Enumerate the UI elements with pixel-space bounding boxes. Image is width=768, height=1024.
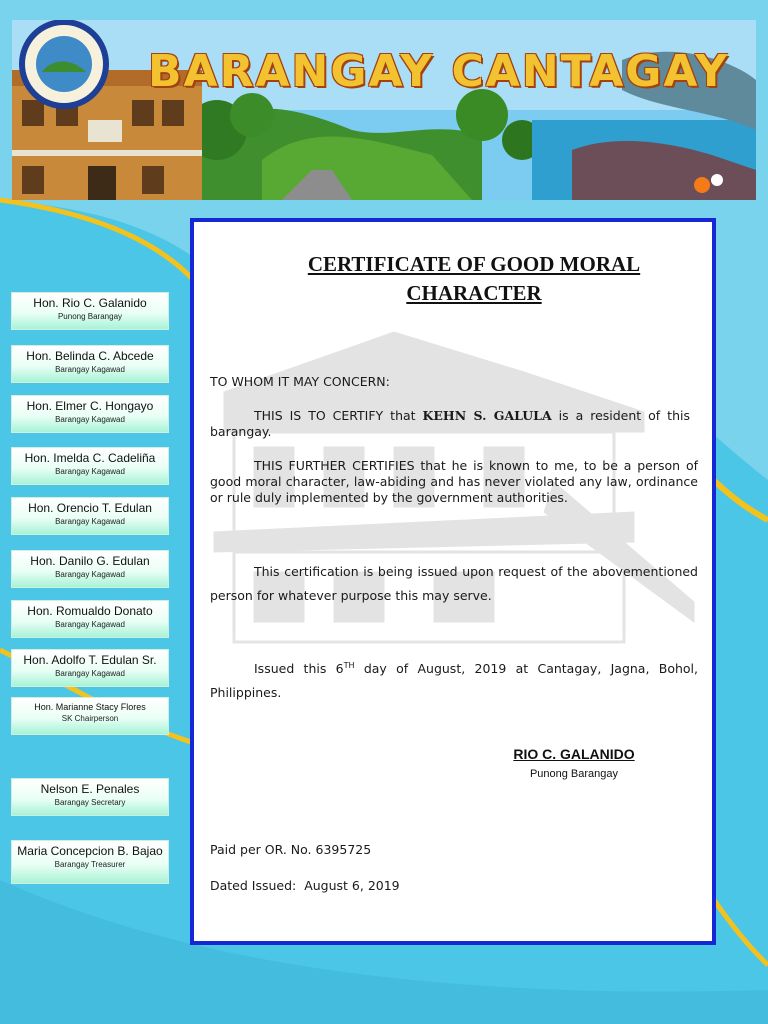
official-card — [11, 697, 169, 735]
or-number: Paid per OR. No. 6395725 — [210, 842, 372, 857]
certificate-title: CERTIFICATE OF GOOD MORAL CHARACTER — [307, 252, 641, 305]
official-name: Hon. Romualdo Donato — [27, 604, 153, 618]
salutation: TO WHOM IT MAY CONCERN: — [210, 374, 390, 389]
certify-suffix: is a resident of this barangay. — [210, 408, 690, 439]
official-name: Hon. Adolfo T. Edulan Sr. — [23, 653, 157, 667]
issued-prefix: Issued this 6 — [254, 661, 344, 677]
official-card — [11, 649, 169, 687]
signatory-position: Punong Barangay — [529, 768, 619, 780]
date-issued: Dated Issued: August 6, 2019 — [210, 878, 400, 893]
official-card — [11, 840, 169, 884]
official-card — [11, 447, 169, 485]
paragraph-certify — [210, 408, 690, 440]
signatory-name: RIO C. GALANIDO — [513, 746, 635, 762]
official-card — [11, 395, 169, 433]
official-position: Barangay Kagawad — [55, 517, 125, 526]
issued-superscript: TH — [343, 661, 355, 670]
official-position: Punong Barangay — [57, 312, 123, 321]
official-position: Barangay Kagawad — [55, 669, 125, 678]
issued-suffix: day of August, 2019 at Cantagay, Jagna, Bohol, Philippines. — [210, 661, 698, 701]
header-banner — [12, 20, 756, 200]
official-name: Hon. Orencio T. Edulan — [28, 501, 152, 515]
resident-name: KEHN S. GALULA — [422, 408, 552, 423]
banner-title: BARANGAY CANTAGAY — [148, 46, 730, 97]
official-position: Barangay Kagawad — [55, 570, 125, 579]
paragraph-further-certifies: THIS FURTHER CERTIFIES that he is known to me, to be a person of good moral character, law-abiding and has never violated any law, ordinance or rule duly implemented by the government authorities. — [210, 458, 698, 505]
official-name: Hon. Marianne Stacy Flores — [34, 702, 146, 712]
paragraph-issued — [210, 654, 698, 705]
official-card — [11, 497, 169, 535]
official-name: Hon. Danilo G. Edulan — [30, 554, 150, 568]
official-name: Nelson E. Penales — [40, 782, 140, 796]
official-position: Barangay Secretary — [54, 798, 126, 807]
official-position: Barangay Treasurer — [54, 860, 126, 869]
official-name: Hon. Elmer C. Hongayo — [26, 399, 154, 413]
official-card — [11, 778, 169, 816]
official-name: Hon. Imelda C. Cadeliña — [24, 451, 156, 465]
official-position: Barangay Kagawad — [55, 467, 125, 476]
official-name: Hon. Belinda C. Abcede — [26, 349, 154, 363]
official-name: Maria Concepcion B. Bajao — [17, 844, 163, 858]
official-card — [11, 345, 169, 383]
certify-prefix: THIS IS TO CERTIFY that — [254, 408, 416, 423]
official-card — [11, 292, 169, 330]
official-name: Hon. Rio C. Galanido — [33, 296, 147, 310]
official-position: Barangay Kagawad — [55, 620, 125, 629]
certificate-panel — [190, 218, 716, 945]
official-card — [11, 550, 169, 588]
official-position: Barangay Kagawad — [55, 415, 125, 424]
official-position: Barangay Kagawad — [55, 365, 125, 374]
official-card — [11, 600, 169, 638]
paragraph-purpose: This certification is being issued upon request of the abovementioned person for whatever purpose this may serve. — [210, 564, 698, 603]
official-position: SK Chairperson — [61, 714, 119, 723]
